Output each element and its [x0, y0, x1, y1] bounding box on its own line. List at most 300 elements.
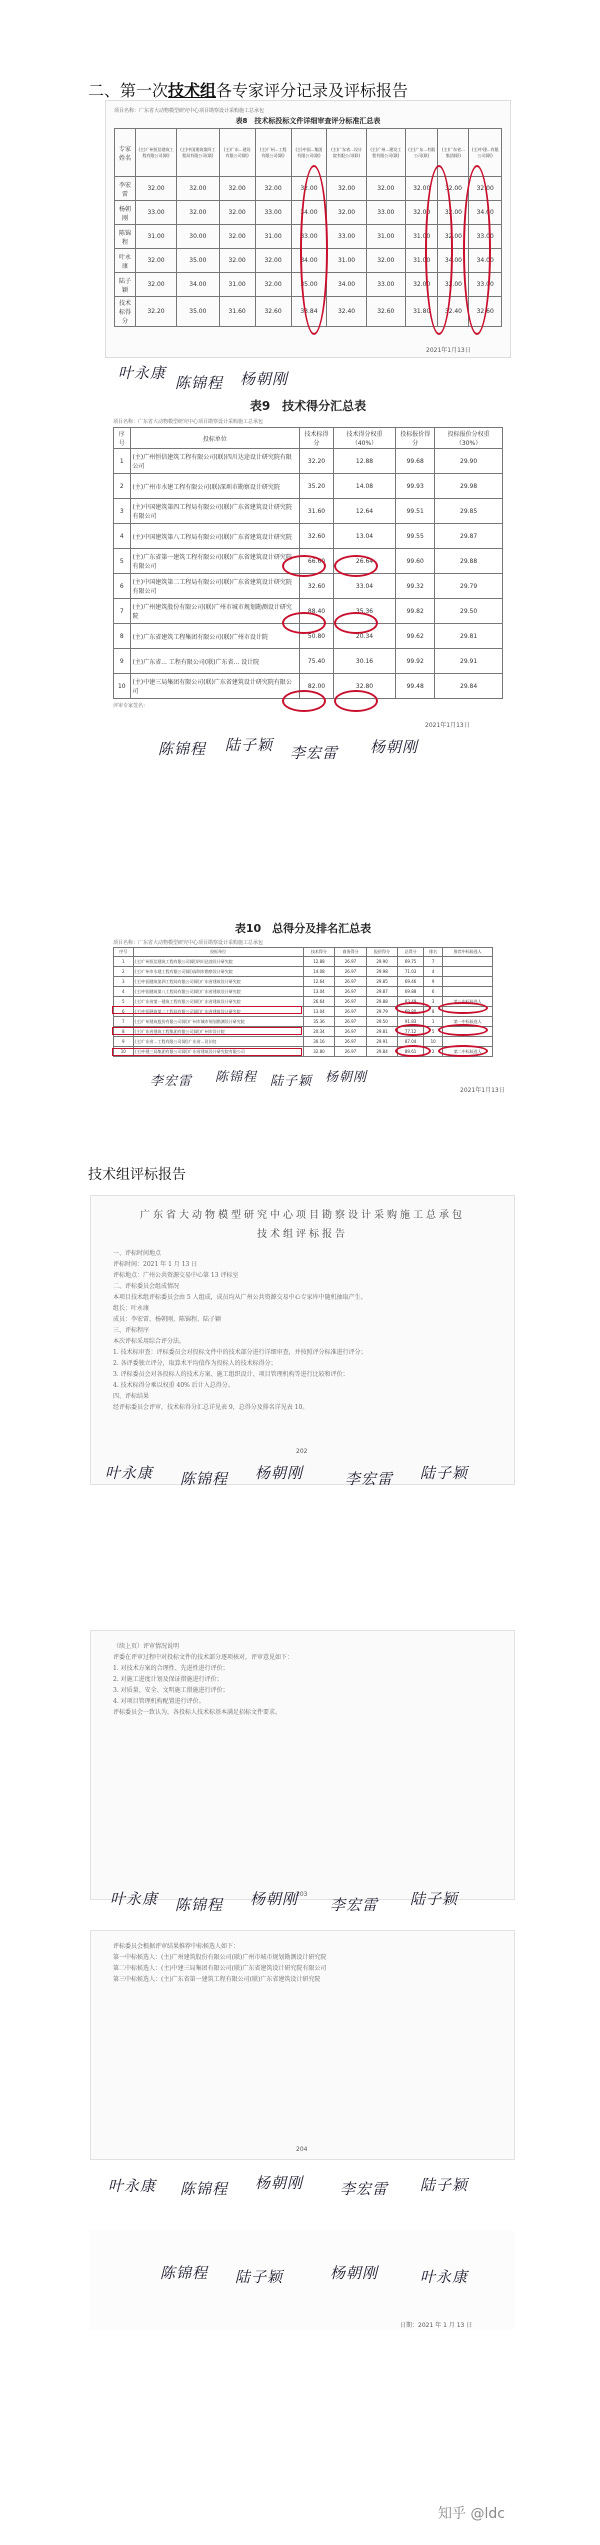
table-cell: 29.88 — [366, 997, 398, 1007]
signature: 李宏雷 — [340, 2180, 389, 2198]
table-cell: 26.64 — [333, 549, 395, 574]
table-cell — [443, 957, 493, 967]
table-cell: 69.88 — [398, 987, 424, 997]
table-cell: 14.08 — [333, 474, 395, 499]
table-cell: (主)中国建筑第八工程局有限公司(联)广东省建筑设计研究院 — [133, 987, 303, 997]
table-cell: 12.64 — [303, 977, 335, 987]
signature: 陈锦程 — [175, 1896, 224, 1914]
table-cell: 89.61 — [398, 1047, 424, 1057]
table-cell: 29.91 — [435, 649, 503, 674]
table-cell: 32.00 — [438, 225, 469, 249]
table-cell: 30.00 — [177, 225, 220, 249]
table-cell: 32.00 — [136, 249, 177, 273]
table-cell: 32.60 — [300, 524, 334, 549]
table-cell: 99.48 — [396, 674, 435, 699]
table-cell: 29.85 — [435, 499, 503, 524]
table-row — [114, 624, 503, 649]
table-cell: 13.04 — [303, 987, 335, 997]
table-cell: 1 — [114, 449, 131, 474]
table-cell: 33.00 — [255, 201, 291, 225]
table-cell: 1 — [114, 957, 134, 967]
table-row — [114, 987, 493, 997]
table-cell: 1 — [423, 1017, 443, 1027]
table-cell: 33.00 — [366, 201, 405, 225]
table-cell: 12.64 — [333, 499, 395, 524]
table-row — [114, 674, 503, 699]
signature: 陈锦程 — [215, 1070, 258, 1085]
table-row — [114, 1047, 493, 1057]
table-cell: 10 — [114, 674, 131, 699]
column-header: 推荐中标候选人 — [443, 948, 493, 957]
column-header: (主)广东省...设计院有限公司(联) — [327, 129, 366, 177]
table-row — [114, 474, 503, 499]
table-cell: 32.00 — [469, 177, 502, 201]
table-cell: 6 — [423, 987, 443, 997]
table-cell: (主)广州市水建工程有限公司(联)深圳市勘察设计研究院 — [133, 967, 303, 977]
table-cell: 99.32 — [396, 574, 435, 599]
table-cell: (主)中国建筑第四工程局有限公司(联)广东省建筑设计研究院有限公司 — [130, 499, 300, 524]
column-header: 投标报价得分 — [396, 428, 435, 449]
signature: 叶永康 — [108, 2177, 157, 2195]
table-cell: 33.00 — [136, 201, 177, 225]
table-cell: 3 — [114, 977, 134, 987]
table-cell: 32.00 — [438, 177, 469, 201]
table-cell: 9 — [114, 1037, 134, 1047]
table-cell: (主)广东省建筑工程集团有限公司(联)广州市设计院 — [130, 624, 300, 649]
page-number: 203 — [296, 1891, 308, 1898]
column-header: 投标单位 — [133, 948, 303, 957]
table-cell: 29.81 — [435, 624, 503, 649]
table-cell: 99.62 — [396, 624, 435, 649]
table-cell: 29.98 — [366, 967, 398, 977]
signature: 叶永康 — [420, 2268, 469, 2286]
table-cell: 31.00 — [327, 249, 366, 273]
table-cell: 99.82 — [396, 599, 435, 624]
table-cell: 32.00 — [291, 177, 327, 201]
signature: 李宏雷 — [150, 1074, 193, 1089]
table-cell: 2 — [114, 474, 131, 499]
table-cell: 34.00 — [327, 273, 366, 297]
table-cell: 26.97 — [335, 1037, 367, 1047]
report-paragraph: 本次评标采用综合评分法。 — [113, 1338, 186, 1345]
table-cell: 7 — [423, 957, 443, 967]
page-number: 204 — [296, 2146, 308, 2153]
table-cell: 31.60 — [300, 499, 334, 524]
table9-signer-label: 评审专家签名： — [113, 703, 149, 709]
table-cell: 29.87 — [366, 987, 398, 997]
table-row — [114, 649, 503, 674]
table-row — [114, 967, 493, 977]
report-paragraph: 组长：叶永康 — [113, 1305, 150, 1312]
report-paragraph: 第三中标候选人：(主)广东省第一建筑工程有限公司(联)广东省建筑设计研究院 — [113, 1976, 321, 1983]
table-cell: 32.00 — [327, 201, 366, 225]
table-cell: 71.03 — [398, 967, 424, 977]
table-row — [114, 549, 503, 574]
table-cell: 32.00 — [219, 225, 255, 249]
table-cell: 26.97 — [335, 1047, 367, 1057]
signature: 叶永康 — [118, 364, 167, 382]
table-cell: 29.87 — [435, 524, 503, 549]
table-cell: 26.97 — [335, 1027, 367, 1037]
table-cell: 91.83 — [398, 1017, 424, 1027]
table-cell: 33.00 — [469, 225, 502, 249]
table-cell: 32.80 — [303, 1047, 335, 1057]
report-paragraph: 4. 技术标得分乘以权重 40% 后计入总得分。 — [113, 1382, 234, 1389]
table-cell: 5 — [114, 549, 131, 574]
column-header: 技术得分 — [303, 948, 335, 957]
table-cell: 29.50 — [435, 599, 503, 624]
report-title: 广东省大动物模型研究中心项目勘察设计采购施工总承包 — [140, 1210, 465, 1221]
table-cell: 29.79 — [366, 1007, 398, 1017]
table-cell: (主)中国建筑第二工程局有限公司(联)广东省建筑设计研究院有限公司 — [130, 574, 300, 599]
report-paragraph: 本项目技术组评标委员会由 5 人组成，成员均从广州公共资源交易中心专家库中随机抽取产生。 — [113, 1294, 367, 1301]
table-cell: 32.00 — [255, 273, 291, 297]
table-cell: 29.90 — [366, 957, 398, 967]
table-cell: 66.60 — [300, 549, 334, 574]
table-cell: 8 — [114, 624, 131, 649]
column-header: 序号 — [114, 948, 134, 957]
table-row — [114, 997, 493, 1007]
signature: 陈锦程 — [180, 1470, 229, 1488]
watermark: 知乎 @ldc — [438, 2506, 505, 2522]
table-cell: 26.97 — [335, 957, 367, 967]
report-page-3 — [90, 1930, 515, 2160]
table-cell: 99.51 — [396, 499, 435, 524]
table-cell: 82.00 — [300, 674, 334, 699]
table-cell: 31.00 — [366, 225, 405, 249]
table-cell: 6 — [114, 574, 131, 599]
report-paragraph: 1. 技术标审查：评标委员会对投标文件中的技术部分进行详细审查，并按照评分标准进行评分； — [113, 1349, 367, 1356]
table-cell: 32.00 — [219, 201, 255, 225]
table-cell: 26.97 — [335, 997, 367, 1007]
signature: 杨朝刚 — [325, 1070, 368, 1085]
table-row — [115, 273, 502, 297]
table-cell: 34.00 — [469, 249, 502, 273]
table-cell: 87.04 — [398, 1037, 424, 1047]
report-page-2 — [90, 1630, 515, 1900]
report-body — [91, 1248, 514, 1413]
page-number: 202 — [296, 1448, 308, 1455]
table8-date: 2021年1月13日 — [426, 347, 471, 354]
column-header: (主)广州恒信建筑工程有限公司(联) — [136, 129, 177, 177]
column-header: 投标报价分权重（30%） — [435, 428, 503, 449]
table9 — [113, 427, 503, 699]
table-cell: 叶永康 — [115, 249, 136, 273]
signature: 陆子颖 — [420, 2176, 469, 2194]
signature: 杨朝刚 — [370, 738, 419, 756]
table-cell: (主)广东省第一建筑工程有限公司(联)广东省建筑设计研究院有限公司 — [130, 549, 300, 574]
table-cell: 技术标得分 — [115, 297, 136, 327]
table-cell: 33.00 — [366, 273, 405, 297]
table10-date: 2021年1月13日 — [460, 1087, 505, 1094]
table-row — [114, 977, 493, 987]
column-header: 投标单位 — [130, 428, 300, 449]
table-cell: 35.36 — [303, 1017, 335, 1027]
table-cell: 32.00 — [177, 177, 220, 201]
table-cell: 31.00 — [255, 225, 291, 249]
table-cell: 31.60 — [219, 297, 255, 327]
table-cell: 李宏雷 — [115, 177, 136, 201]
signature: 陈锦程 — [158, 740, 207, 758]
table-cell: 31.00 — [219, 273, 255, 297]
report-subtitle: 技术组评标报告 — [257, 1229, 348, 1240]
report-paragraph: 4. 对项目管理机构配置进行评价。 — [113, 1698, 205, 1705]
table-cell: 陆子颖 — [115, 273, 136, 297]
table-cell: 34.00 — [438, 249, 469, 273]
table-row — [114, 574, 503, 599]
report-paragraph: 四、评标结果 — [113, 1393, 150, 1400]
report-paragraph: 评标委员会根据评审结果推荐中标候选人如下： — [113, 1943, 240, 1950]
table-cell: 32.20 — [136, 297, 177, 327]
table-row — [114, 957, 493, 967]
table-cell: 31.00 — [405, 249, 438, 273]
report-date: 日期：2021 年 1 月 13 日 — [400, 2322, 473, 2329]
table-cell: 32.60 — [300, 574, 334, 599]
table-cell: 29.84 — [366, 1047, 398, 1057]
table-cell: 69.80 — [398, 1007, 424, 1017]
table-cell: 26.97 — [335, 1007, 367, 1017]
report-paragraph: 3. 评标委员会对各投标人的技术方案、施工组织设计、项目管理机构等进行比较和评价； — [113, 1371, 349, 1378]
table-cell: 20.34 — [303, 1027, 335, 1037]
table-cell: (主)中国建筑第八工程局有限公司(联)广东省建筑设计研究院 — [130, 524, 300, 549]
table-row — [115, 249, 502, 273]
table-cell: 第二中标候选人 — [443, 1047, 493, 1057]
table-row — [115, 225, 502, 249]
signature: 杨朝刚 — [250, 1890, 299, 1908]
report-paragraph: 3. 对质量、安全、文明施工措施进行评价； — [113, 1687, 229, 1694]
table10-scan — [105, 920, 501, 1054]
table-row — [114, 1037, 493, 1047]
table-cell: 杨朝刚 — [115, 201, 136, 225]
table-cell: 7 — [114, 599, 131, 624]
table8-project: 项目名称：广东省大动物模型研究中心项目勘察设计采购施工总承包 — [114, 108, 265, 114]
column-header: (主)广州...建设工程有限公司(联) — [366, 129, 405, 177]
table-cell: 32.00 — [136, 273, 177, 297]
signature: 陆子颖 — [225, 736, 274, 754]
table-cell: 32.00 — [255, 177, 291, 201]
table-cell: 4 — [423, 967, 443, 977]
table-cell: 33.00 — [469, 273, 502, 297]
table-cell: 32.00 — [405, 177, 438, 201]
table-cell: 29.84 — [435, 674, 503, 699]
column-header: 排名 — [423, 948, 443, 957]
table-cell: 32.00 — [438, 273, 469, 297]
table-cell — [443, 1037, 493, 1047]
table9-title: 表9 技术得分汇总表 — [249, 399, 367, 413]
report-paragraph: 成员：李宏雷、杨朝刚、陈锦程、陆子颖 — [113, 1316, 222, 1323]
table-cell: 33.00 — [327, 225, 366, 249]
signature: 杨朝刚 — [330, 2264, 379, 2282]
table-cell: 26.97 — [335, 1017, 367, 1027]
report-paragraph: 1. 对技术方案的合理性、先进性进行评价； — [113, 1665, 229, 1672]
table-cell: 13.04 — [333, 524, 395, 549]
report-paragraph: 评标时间：2021 年 1 月 13 日 — [113, 1261, 198, 1268]
table-cell — [443, 987, 493, 997]
signature: 陈锦程 — [180, 2180, 229, 2198]
report-body-2 — [91, 1641, 514, 1718]
table-row — [115, 297, 502, 327]
column-header: (主)广东...建设有限公司(联) — [219, 129, 255, 177]
report-paragraph: 第一中标候选人：(主)广州建筑股份有限公司(联)广州市城市规划勘测设计研究院 — [113, 1954, 327, 1961]
signature: 陆子颖 — [270, 1074, 313, 1089]
table-cell — [443, 1027, 493, 1037]
column-header: 报价得分 — [366, 948, 398, 957]
column-header: 商务得分 — [335, 948, 367, 957]
table-row — [114, 499, 503, 524]
table-cell: 83.49 — [398, 997, 424, 1007]
table-cell: 99.93 — [396, 474, 435, 499]
table-cell: 33.84 — [291, 297, 327, 327]
table-cell: 32.80 — [333, 674, 395, 699]
section-heading — [88, 78, 408, 101]
table-row — [115, 201, 502, 225]
signature: 陆子颖 — [420, 1464, 469, 1482]
table10 — [113, 947, 493, 1057]
table-cell: 32.00 — [405, 273, 438, 297]
table-row — [114, 1007, 493, 1017]
report-paragraph: 经评标委员会评审，技术标得分汇总详见表 9，总得分及排名详见表 10。 — [113, 1404, 309, 1411]
column-header: 技术得分权重（40%） — [333, 428, 395, 449]
table-cell: 10 — [423, 1037, 443, 1047]
table-cell: 12.88 — [303, 957, 335, 967]
table-cell: (主)广东省第一建筑工程有限公司(联)广东省建筑设计研究院 — [133, 997, 303, 1007]
table-cell: (主)广州建筑股份有限公司(联)广州市城市规划勘测设计研究院 — [133, 1017, 303, 1027]
table-cell: 26.64 — [303, 997, 335, 1007]
table-cell: 26.97 — [335, 987, 367, 997]
table-cell: (主)广州恒信建筑工程有限公司(联)四川达途设计研究院有限公司 — [130, 449, 300, 474]
report-paragraph: 一、评标时间地点 — [113, 1250, 162, 1257]
table-cell: (主)广州市水建工程有限公司(联)深圳市勘察设计研究院 — [130, 474, 300, 499]
table10-project: 项目名称：广东省大动物模型研究中心项目勘察设计采购施工总承包 — [113, 940, 264, 946]
table-cell: 8 — [423, 1007, 443, 1017]
table-cell: 32.60 — [366, 297, 405, 327]
table8-title: 表8 技术标投标文件详细审查评分标准汇总表 — [235, 117, 381, 125]
table-cell: (主)广东省建筑工程集团有限公司(联)广州市设计院 — [133, 1027, 303, 1037]
table-cell: 32.60 — [469, 297, 502, 327]
table-cell: 32.00 — [255, 249, 291, 273]
table-cell: 32.00 — [219, 177, 255, 201]
table-cell — [443, 967, 493, 977]
table-cell: 29.81 — [366, 1027, 398, 1037]
table-cell: 3 — [423, 997, 443, 1007]
signature: 李宏雷 — [330, 1896, 379, 1914]
table-cell: 14.08 — [303, 967, 335, 977]
table8-scan — [105, 100, 511, 358]
table-cell: (主)广州恒信建筑工程有限公司(联)四川达途设计研究院 — [133, 957, 303, 967]
table9-date: 2021年1月13日 — [425, 722, 470, 729]
report-paragraph: 2. 对施工进度计划及保证措施进行评价； — [113, 1676, 223, 1683]
table-cell: 4 — [114, 524, 131, 549]
table-cell: 29.91 — [366, 1037, 398, 1047]
table-cell: 26.97 — [335, 967, 367, 977]
signature: 杨朝刚 — [255, 2174, 304, 2192]
table-cell: 26.97 — [335, 977, 367, 987]
table-cell: 32.00 — [327, 177, 366, 201]
table-cell: 9 — [114, 649, 131, 674]
table8-col-header: 专家姓名 — [115, 129, 136, 177]
signature: 李宏雷 — [290, 744, 339, 762]
table-cell: 33.00 — [291, 225, 327, 249]
table-cell: (主)中国建筑第二工程局有限公司(联)广东省建筑设计研究院 — [133, 1007, 303, 1017]
table-cell: 32.00 — [366, 177, 405, 201]
heading-prefix: 二、第一次 — [88, 81, 169, 100]
report-heading: 技术组评标报告 — [88, 1167, 186, 1183]
table-cell: 3 — [114, 499, 131, 524]
report-paragraph: 评标委员会一致认为，各投标人技术标基本满足招标文件要求。 — [113, 1709, 282, 1716]
table-cell: 32.00 — [366, 249, 405, 273]
table-cell: 32.00 — [219, 249, 255, 273]
table-cell: 13.04 — [303, 1007, 335, 1017]
table-cell: 35.00 — [291, 273, 327, 297]
table-cell: 20.34 — [333, 624, 395, 649]
heading-suffix: 各专家评分记录及评标报告 — [216, 81, 409, 100]
report-paragraph: 2. 各评委独立评分，取算术平均值作为投标人的技术标得分； — [113, 1360, 277, 1367]
table-cell: 77.12 — [398, 1027, 424, 1037]
table-cell: 29.85 — [366, 977, 398, 987]
table-cell: 29.50 — [366, 1017, 398, 1027]
table9-scan — [105, 395, 511, 730]
table-cell: 12.88 — [333, 449, 395, 474]
table-cell: 4 — [114, 987, 134, 997]
table-cell: 35.36 — [333, 599, 395, 624]
table-cell: 2 — [114, 967, 134, 977]
table-cell: 29.98 — [435, 474, 503, 499]
table-cell: 30.16 — [303, 1037, 335, 1047]
table-cell: 32.00 — [136, 177, 177, 201]
table-cell: 35.00 — [177, 297, 220, 327]
table-cell: 34.00 — [291, 249, 327, 273]
column-header: 技术标得分 — [300, 428, 334, 449]
table-row — [114, 1027, 493, 1037]
table-cell — [443, 977, 493, 987]
report-paragraph: 评委在评审过程中对投标文件的技术部分逐项核对，评审意见如下： — [113, 1654, 294, 1661]
table-cell: 34.00 — [469, 201, 502, 225]
table-cell: (主)中国建筑第四工程局有限公司(联)广东省建筑设计研究院 — [133, 977, 303, 987]
signature: 杨朝刚 — [255, 1464, 304, 1482]
table-cell: 31.00 — [405, 225, 438, 249]
table-cell: 29.88 — [435, 549, 503, 574]
report-paragraph: （续上页）评审情况说明 — [113, 1643, 180, 1650]
table-cell: 32.40 — [327, 297, 366, 327]
table-cell: 32.00 — [438, 201, 469, 225]
report-paragraph: 第二中标候选人：(主)中建三局集团有限公司(联)广东省建筑设计研究院有限公司 — [113, 1965, 327, 1972]
table-cell — [443, 1007, 493, 1017]
table-cell: 7 — [114, 1017, 134, 1027]
table-cell: 5 — [423, 1027, 443, 1037]
table-cell: 10 — [114, 1047, 134, 1057]
report-paragraph: 二、评标委员会组成情况 — [113, 1283, 180, 1290]
table10-title: 表10 总得分及排名汇总表 — [234, 922, 372, 935]
column-header: (主)广东...有限公司(联) — [405, 129, 438, 177]
table-cell: 30.16 — [333, 649, 395, 674]
column-header: (主)广州...工程有限公司(联) — [255, 129, 291, 177]
table8 — [114, 128, 502, 327]
table-cell: 35.00 — [177, 249, 220, 273]
table-cell: 33.04 — [333, 574, 395, 599]
table-cell: 5 — [114, 997, 134, 1007]
table-cell: 69.75 — [398, 957, 424, 967]
table-cell: 32.20 — [300, 449, 334, 474]
table-cell: 8 — [114, 1027, 134, 1037]
signature: 叶永康 — [110, 1890, 159, 1908]
table-row — [114, 524, 503, 549]
table-cell: (主)广东省... 工程有限公司(联)广东省... 设计院 — [130, 649, 300, 674]
table-cell: 32.40 — [438, 297, 469, 327]
signature: 陈锦程 — [175, 374, 224, 392]
table-cell: 99.92 — [396, 649, 435, 674]
table-cell: 34.00 — [177, 273, 220, 297]
table-cell: 6 — [114, 1007, 134, 1017]
